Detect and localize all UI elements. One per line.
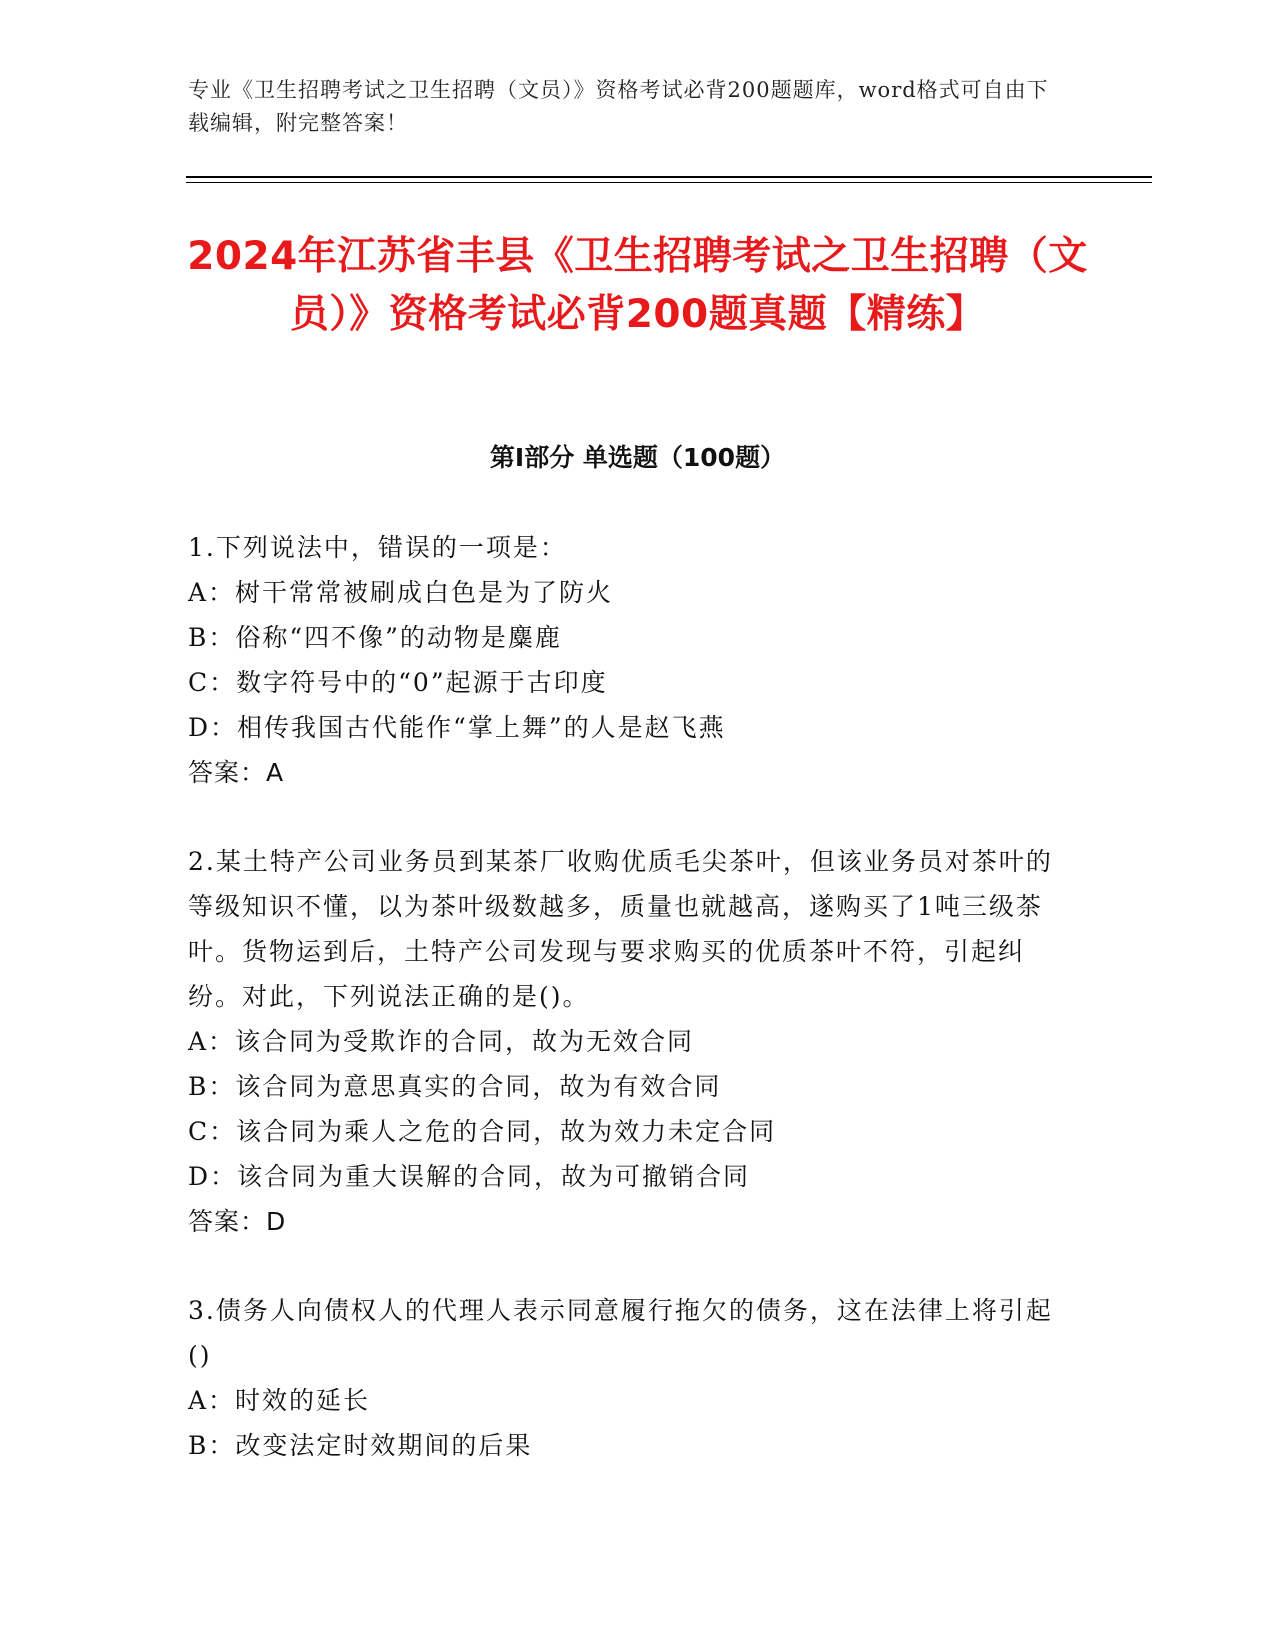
option-c: C：数字符号中的“0”起源于古印度 [188, 668, 608, 697]
option-a: A：树干常常被刷成白色是为了防火 [188, 578, 614, 607]
header-divider-thick [186, 176, 1152, 178]
option-b: B：俗称“四不像”的动物是麋鹿 [188, 623, 562, 652]
question-1 [188, 525, 1068, 795]
header-divider-thin [186, 182, 1152, 183]
question-stem: 3.债务人向债权人的代理人表示同意履行拖欠的债务，这在法律上将引起() [188, 1296, 1053, 1370]
option-d: D：该合同为重大误解的合同，故为可撤销合同 [188, 1162, 751, 1191]
section-title: 第Ⅰ部分 单选题（100题） [489, 443, 786, 472]
answer-key: 答案：A [188, 758, 285, 787]
document-title: 2024年江苏省丰县《卫生招聘考试之卫生招聘（文员）》资格考试必背200题真题【精练】 [187, 234, 1088, 337]
question-3 [188, 1288, 1068, 1468]
option-a: A：时效的延长 [188, 1386, 371, 1415]
option-a: A：该合同为受欺诈的合同，故为无效合同 [188, 1027, 695, 1056]
question-list [188, 525, 1068, 1512]
option-b: B：改变法定时效期间的后果 [188, 1431, 533, 1460]
header-note: 专业《卫生招聘考试之卫生招聘（文员）》资格考试必背200题题库，word格式可自由下载编辑，附完整答案！ [188, 78, 1049, 135]
answer-key: 答案：D [188, 1207, 287, 1236]
question-stem: 1.下列说法中，错误的一项是： [188, 533, 567, 562]
question-2 [188, 839, 1068, 1244]
question-stem: 2.某土特产公司业务员到某茶厂收购优质毛尖茶叶，但该业务员对茶叶的等级知识不懂，以为茶叶级数越多，质量也就越高，遂购买了1吨三级茶叶。货物运到后，土特产公司发现与要求购买的优质茶叶不符，引起纠纷。对此，下列说法正确的是()。 [188, 847, 1053, 1011]
option-d: D：相传我国古代能作“掌上舞”的人是赵飞燕 [188, 713, 726, 742]
option-c: C：该合同为乘人之危的合同，故为效力未定合同 [188, 1117, 777, 1146]
option-b: B：该合同为意思真实的合同，故为有效合同 [188, 1072, 722, 1101]
